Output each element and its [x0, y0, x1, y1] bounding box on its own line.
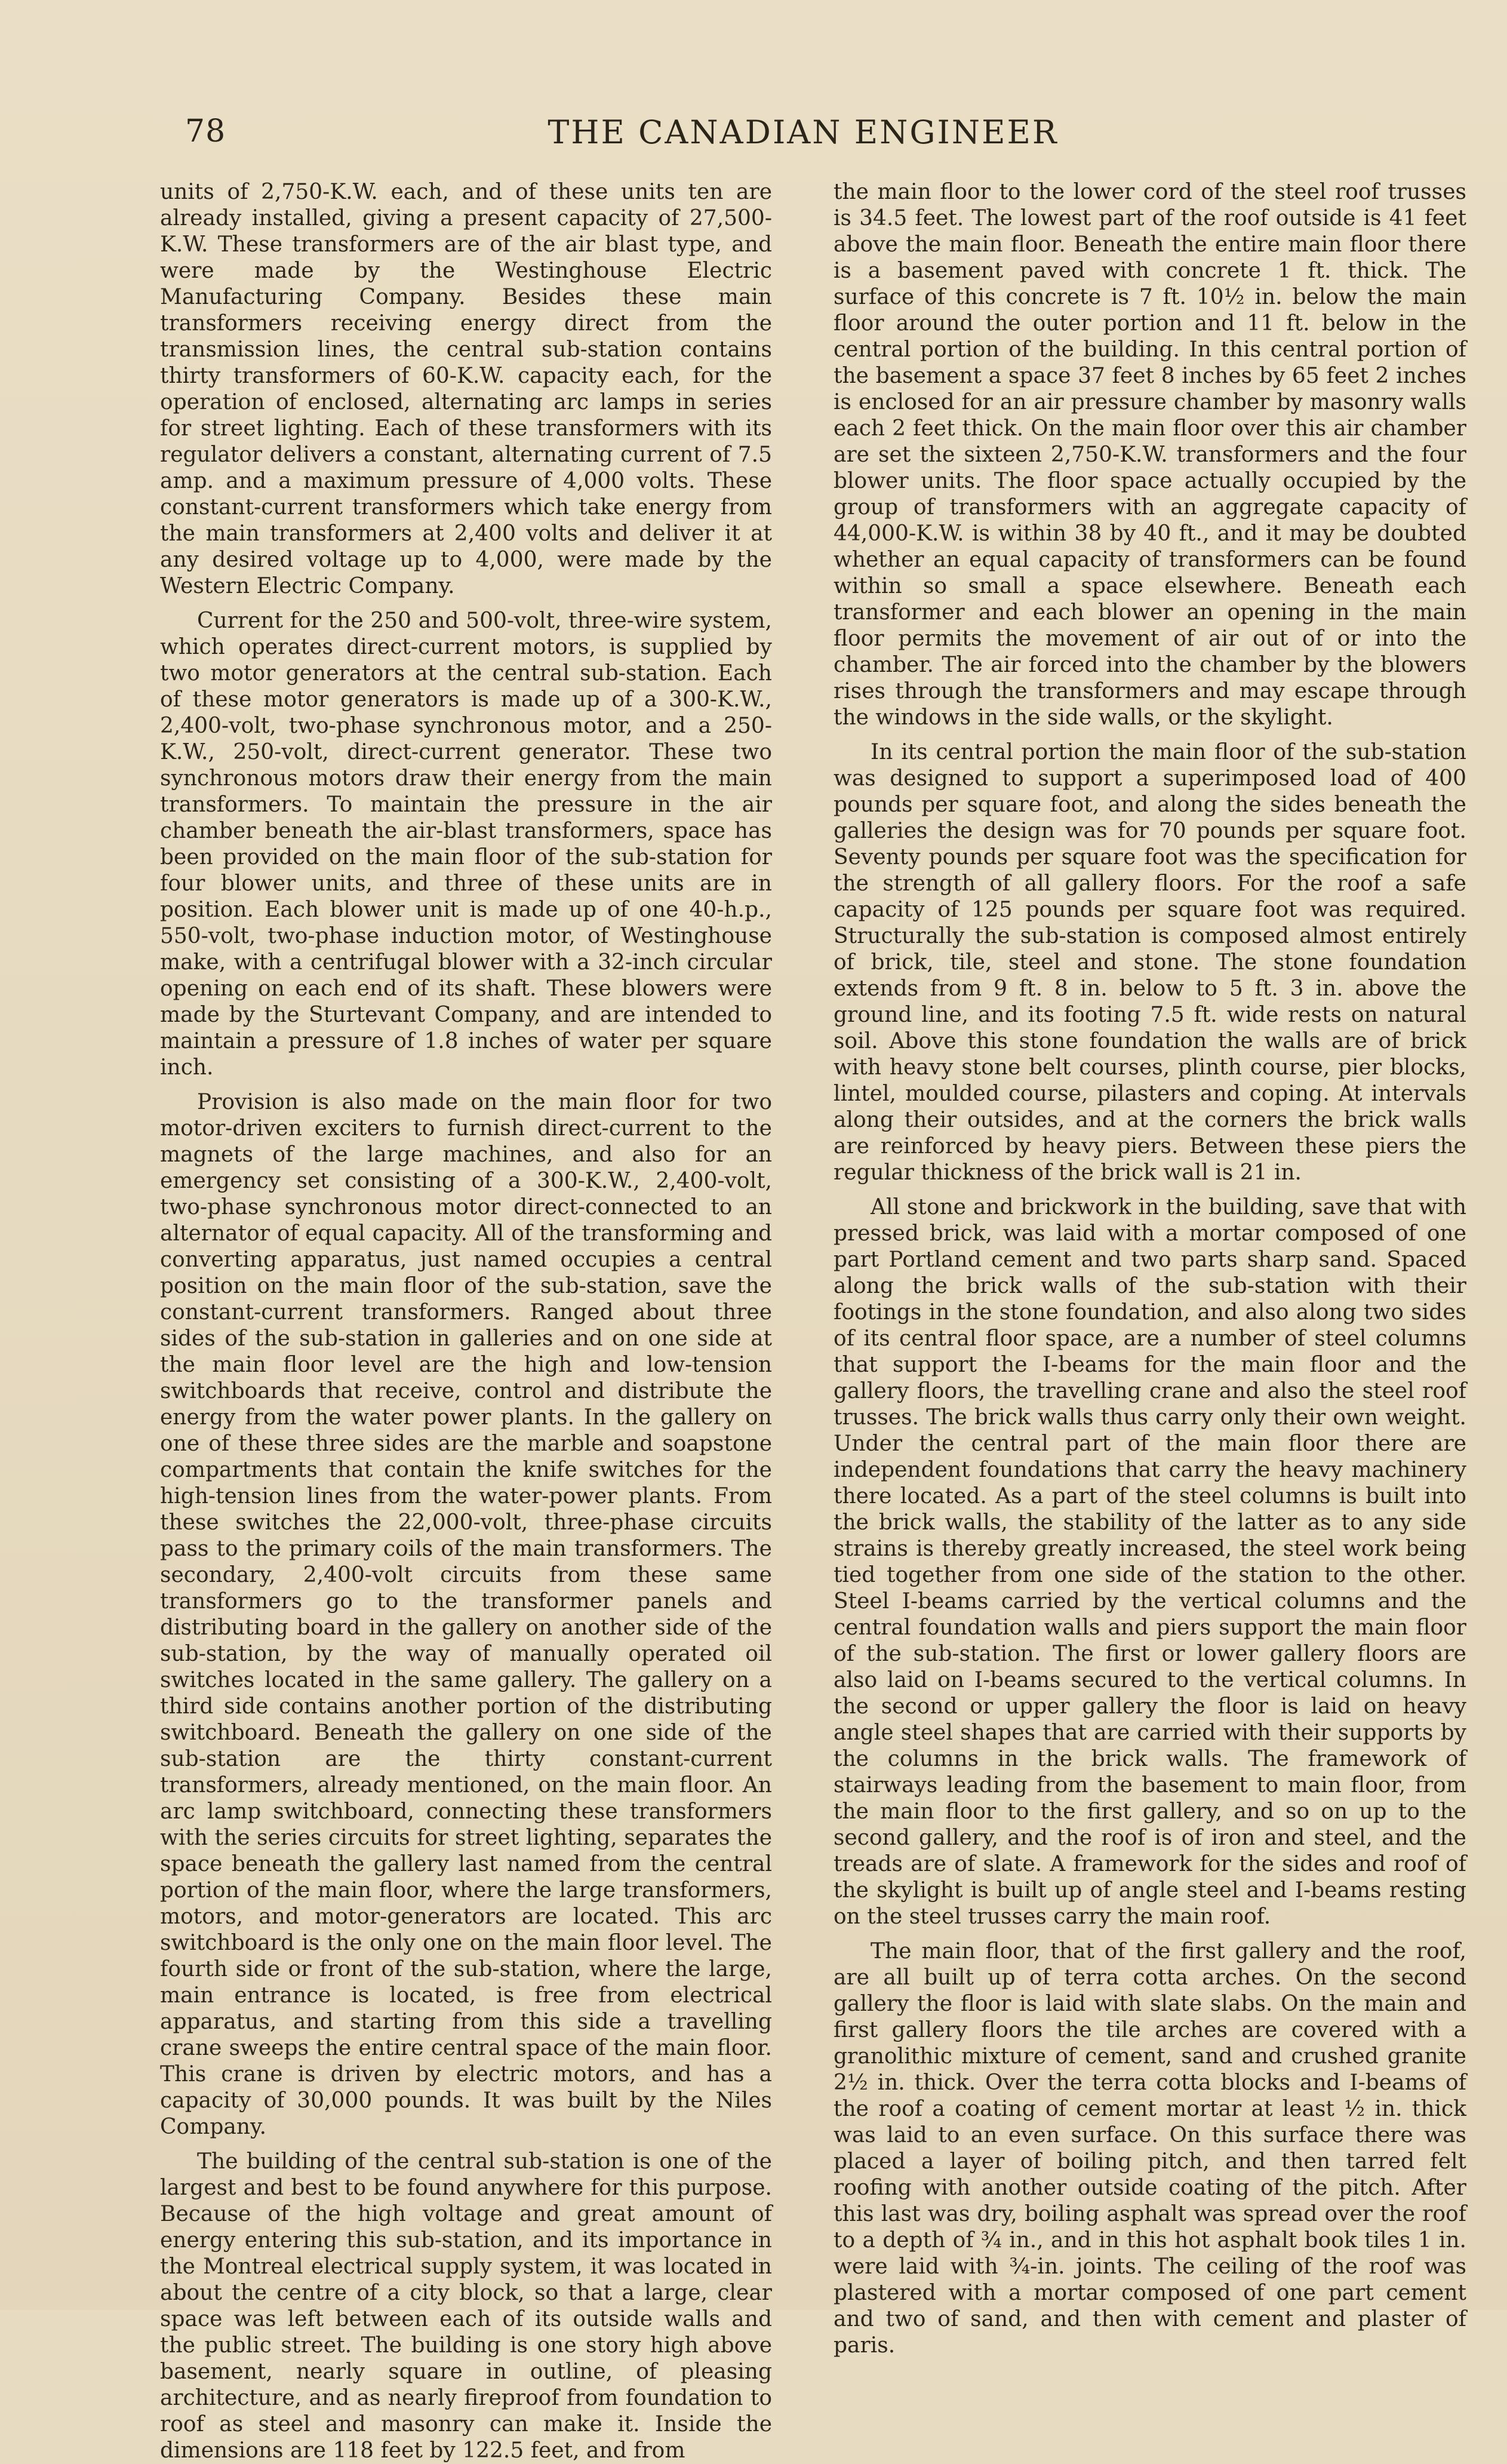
paragraph: The building of the central sub-station is one of the largest and best to be found anywhere for this purpose. Because of the high voltage and great amount of energy entering this sub-station, and its importance in the Montreal electrical supply system, it was located in about the centre of a city block, so that a large, clear space was left between each of its outside walls and the public street. The building is one story high above basement, nearly square in outline, of pleasing architecture, and as nearly fireproof from foundation to roof as steel and masonry can make it. Inside the dimensions are 118 feet by 122.5 feet, and from	[160, 2149, 772, 2463]
paragraph: Current for the 250 and 500-volt, three-wire system, which operates direct-current motors, is supplied by two motor generators at the central sub-station. Each of these motor generators is made up of a 300-K.W., 2,400-volt, two-phase synchronous motor, and a 250-K.W., 250-volt, direct-current generator. These two synchronous motors draw their energy from the main transformers. To maintain the pressure in the air chamber beneath the air-blast transformers, space has been provided on the main floor of the sub-station for four blower units, and three of these units are in position. Each blower unit is made up of one 40-h.p., 550-volt, two-phase induction motor, of Westinghouse make, with a centrifugal blower with a 32-inch circular opening on each end of its shaft. These blowers were made by the Sturtevant Company, and are intended to maintain a pressure of 1.8 inches of water per square inch.	[160, 609, 772, 1080]
paragraph: units of 2,750-K.W. each, and of these units ten are already installed, giving a present capacity of 27,500-K.W. These transformers are of the air blast type, and were made by the Westinghouse Electric Manufacturing Company. Besides these main transformers receiving energy direct from the transmission lines, the central sub-station contains thirty transformers of 60-K.W. capacity each, for the operation of enclosed, alternating arc lamps in series for street lighting. Each of these transformers with its regulator delivers a constant, alternating current of 7.5 amp. and a maximum pressure of 4,000 volts. These constant-current transformers which take energy from the main transformers at 2,400 volts and deliver it at any desired voltage up to 4,000, were made by the Western Electric Company.	[160, 180, 772, 598]
paragraph: the main floor to the lower cord of the steel roof trusses is 34.5 feet. The lowest part of the roof outside is 41 feet above the main floor. Beneath the entire main floor there is a basement paved with concrete 1 ft. thick. The surface of this concrete is 7 ft. 10½ in. below the main floor around the outer portion and 11 ft. below in the central portion of the building. In this central portion of the basement a space 37 feet 8 inches by 65 feet 2 inches is enclosed for an air pressure chamber by masonry walls each 2 feet thick. On the main floor over this air chamber are set the sixteen 2,750-K.W. transformers and the four blower units. The floor space actually occupied by the group of transformers with an aggregate capacity of 44,000-K.W. is within 38 by 40 ft., and it may be doubted whether an equal capacity of transformers can be found within so small a space elsewhere. Beneath each transformer and each blower an opening in the main floor permits the movement of air out of or into the chamber. The air forced into the chamber by the blowers rises through the transformers and may escape through the windows in the side walls, or the skylight.	[834, 180, 1466, 730]
paragraph: Provision is also made on the main floor for two motor-driven exciters to furnish direct-current to the magnets of the large machines, and also for an emergency set consisting of a 300-K.W., 2,400-volt, two-phase synchronous motor direct-connected to an alternator of equal capacity. All of the transforming and converting apparatus, just named occupies a central position on the main floor of the sub-station, save the constant-current transformers. Ranged about three sides of the sub-station in galleries and on one side at the main floor level are the high and low-tension switchboards that receive, control and distribute the energy from the water power plants. In the gallery on one of these three sides are the marble and soapstone compartments that contain the knife switches for the high-tension lines from the water-power plants. From these switches the 22,000-volt, three-phase circuits pass to the primary coils of the main transformers. The secondary, 2,400-volt circuits from these same transformers go to the transformer panels and distributing board in the gallery on another side of the sub-station, by the way of manually operated oil switches located in the same gallery. The gallery on a third side contains another portion of the distributing switchboard. Beneath the gallery on one side of the sub-station are the thirty constant-current transformers, already mentioned, on the main floor. An arc lamp switchboard, connecting these transformers with the series circuits for street lighting, separates the space beneath the gallery last named from the central portion of the main floor, where the large transformers, motors, and motor-generators are located. This arc switchboard is the only one on the main floor level. The fourth side or front of the sub-station, where the large, main entrance is located, is free from electrical apparatus, and starting from this side a travelling crane sweeps the entire central space of the main floor. This crane is driven by electric motors, and has a capacity of 30,000 pounds. It was built by the Niles Company.	[160, 1090, 772, 2139]
right-column	[834, 179, 1466, 2358]
page-header	[185, 113, 1373, 167]
paragraph: The main floor, that of the first gallery and the roof, are all built up of terra cotta arches. On the second gallery the floor is laid with slate slabs. On the main and first gallery floors the tile arches are covered with a granolithic mixture of cement, sand and crushed granite 2½ in. thick. Over the terra cotta blocks and I-beams of the roof a coating of cement mortar at least ½ in. thick was laid to an even surface. On this surface there was placed a layer of boiling pitch, and then tarred felt roofing with another outside coating of the pitch. After this last was dry, boiling asphalt was spread over the roof to a depth of ¾ in., and in this hot asphalt book tiles 1 in. were laid with ¾-in. joints. The ceiling of the roof was plastered with a mortar composed of one part cement and two of sand, and then with cement and plaster of paris.	[834, 1939, 1466, 2358]
paragraph: In its central portion the main floor of the sub-station was designed to support a superimposed load of 400 pounds per square foot, and along the sides beneath the galleries the design was for 70 pounds per square foot. Seventy pounds per square foot was the specification for the strength of all gallery floors. For the roof a safe capacity of 125 pounds per square foot was required. Structurally the sub-station is composed almost entirely of brick, tile, steel and stone. The stone foundation extends from 9 ft. 8 in. below to 5 ft. 3 in. above the ground line, and its footing 7.5 ft. wide rests on natural soil. Above this stone foundation the walls are of brick with heavy stone belt courses, plinth course, pier blocks, lintel, moulded course, pilasters and coping. At intervals along their outsides, and at the corners the brick walls are reinforced by heavy piers. Between these piers the regular thickness of the brick wall is 21 in.	[834, 740, 1466, 1185]
left-column	[160, 179, 772, 2463]
journal-title: THE CANADIAN ENGINEER	[548, 113, 1059, 151]
page-number: 78	[185, 113, 226, 149]
paragraph: All stone and brickwork in the building, save that with pressed brick, was laid with a mortar composed of one part Portland cement and two parts sharp sand. Spaced along the brick walls of the sub-station with their footings in the stone foundation, and also along two sides of its central floor space, are a number of steel columns that support the I-beams for the main floor and the gallery floors, the travelling crane and also the steel roof trusses. The brick walls thus carry only their own weight. Under the central part of the main floor there are independent foundations that carry the heavy machinery there located. As a part of the steel columns is built into the brick walls, the stability of the latter as to any side strains is thereby greatly increased, the steel work being tied together from one side of the station to the other. Steel I-beams carried by the vertical columns and the central foundation walls and piers support the main floor of the sub-station. The first or lower gallery floors are also laid on I-beams secured to the vertical columns. In the second or upper gallery the floor is laid on heavy angle steel shapes that are carried with their supports by the columns in the brick walls. The framework of stairways leading from the basement to main floor, from the main floor to the first gallery, and so on up to the second gallery, and the roof is of iron and steel, and the treads are of slate. A framework for the sides and roof of the skylight is built up of angle steel and I-beams resting on the steel trusses carry the main roof.	[834, 1195, 1466, 1929]
